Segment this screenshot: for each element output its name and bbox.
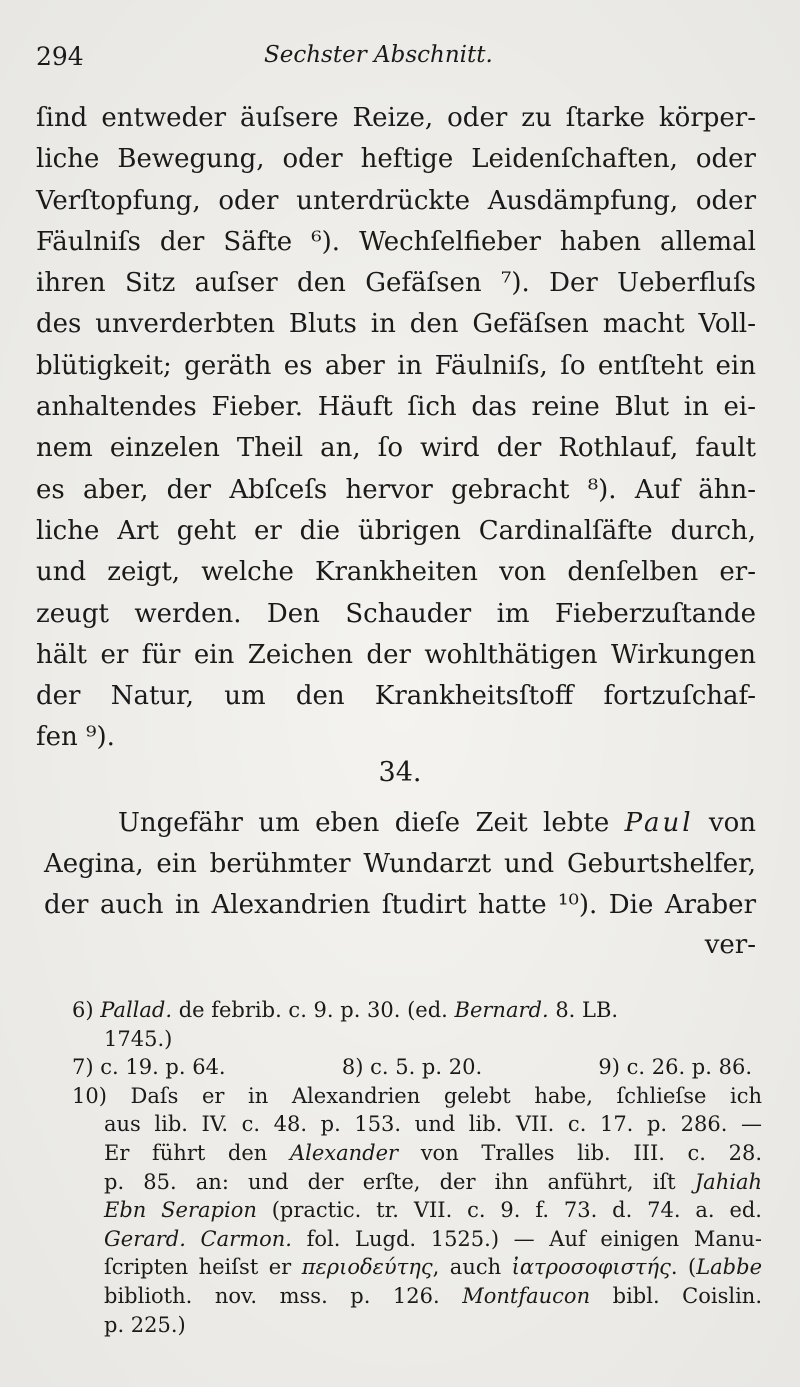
paragraph-2 xyxy=(44,803,756,926)
footnote-10-line xyxy=(72,1196,762,1225)
footnote-10-line xyxy=(72,1139,762,1168)
section-number: 34. xyxy=(378,757,422,788)
footnotes xyxy=(72,996,762,1339)
text-run: ſcripten heiſst er xyxy=(104,1255,302,1280)
text-line: des unverderbten Bluts in den Gefäſsen macht Voll- xyxy=(36,309,756,340)
text-run: p. 85. an: und der erſte, der ihn anführt, iſt xyxy=(104,1169,695,1194)
text-line: Fäulniſs der Säfte ⁶). Wechſelfieber haben allemal xyxy=(36,226,756,257)
footnote-10: 10) Daſs er in Alexandrien gelebt habe, ſchlieſse ich xyxy=(72,1083,762,1108)
text-run: Ungefähr um eben dieſe Zeit lebte xyxy=(118,808,625,838)
text-line: ihren Sitz auſser den Gefäſsen ⁷). Der Ueberfluſs xyxy=(36,268,756,299)
paragraph-1 xyxy=(36,98,756,759)
footnote-6-cont: 1745.) xyxy=(104,1026,173,1051)
person-name: Alexander xyxy=(289,1140,399,1165)
text-line: Verſtopfung, oder unterdrückte Ausdämpfung, oder xyxy=(36,185,756,216)
text-run: Er führt den xyxy=(104,1140,290,1165)
text-line: der auch in Alexandrien ſtudirt hatte ¹⁰). Die Araber xyxy=(44,890,756,920)
greek-term: περιοδεύτης xyxy=(301,1255,433,1280)
catchword: ver- xyxy=(704,930,756,960)
text-run: bibl. Coislin. xyxy=(590,1283,762,1308)
person-name: Paul xyxy=(624,808,694,838)
text-run: , auch xyxy=(432,1255,512,1280)
text-line: nem einzelen Theil an, ſo wird der Rothlauf, fault xyxy=(36,433,756,464)
footnote-10-line: aus lib. IV. c. 48. p. 153. und lib. VII. c. 17. p. 286. — xyxy=(104,1112,762,1137)
page-number: 294 xyxy=(36,42,84,71)
text-run: 8. LB. xyxy=(548,998,619,1022)
footnote-8: 8) c. 5. p. 20. xyxy=(341,1055,483,1080)
editor-name: Bernard. xyxy=(454,998,549,1022)
greek-term: ἰατροσοφιστής xyxy=(511,1255,671,1280)
text-line: ſind entweder äuſsere Reize, oder zu ſtarke körper- xyxy=(36,103,756,133)
footnotes-7-9 xyxy=(72,1053,752,1082)
footnote-10-line: p. 225.) xyxy=(104,1312,186,1337)
footnote-10-line xyxy=(72,1253,762,1282)
person-name: Jahiah xyxy=(694,1169,762,1194)
page-header xyxy=(36,38,760,78)
text-run: (practic. tr. VII. c. 9. f. 73. d. 74. a. ed. xyxy=(256,1198,762,1223)
text-line: Aegina, ein berühmter Wundarzt und Geburtshelfer, xyxy=(44,849,756,879)
text-run: . ( xyxy=(670,1255,697,1280)
text-run: de febrib. c. 9. p. 30. (ed. xyxy=(172,998,455,1022)
footnote-7: 7) c. 19. p. 64. xyxy=(72,1055,226,1080)
author-name: Pallad. xyxy=(100,998,173,1022)
text-line: der Natur, um den Krankheitsſtoff fortzuſchaf- xyxy=(36,681,756,712)
text-line: fen ⁹). xyxy=(36,722,115,753)
footnote-6 xyxy=(72,996,762,1025)
text-run: 6) xyxy=(72,998,101,1022)
footnote-10-line xyxy=(72,1225,762,1254)
text-run: fol. Lugd. 1525.) — Auf einigen Manu- xyxy=(291,1226,762,1251)
text-line: blütigkeit; geräth es aber in Fäulniſs, ſo entſteht ein xyxy=(36,350,756,381)
text-line: liche Bewegung, oder heftige Leidenſchaften, oder xyxy=(36,144,756,175)
text-line: und zeigt, welche Krankheiten von denſelben er- xyxy=(36,557,756,588)
text-run: biblioth. nov. mss. p. 126. xyxy=(104,1283,463,1308)
person-name: Labbe xyxy=(696,1255,762,1280)
text-line: hält er für ein Zeichen der wohlthätigen Wirkungen xyxy=(36,639,756,670)
text-run: von xyxy=(693,808,756,838)
footnote-10-line xyxy=(72,1168,762,1197)
text-line: es aber, der Abſceſs hervor gebracht ⁸). Auf ähn- xyxy=(36,474,756,505)
text-line: anhaltendes Fieber. Häuft ſich das reine Blut in ei- xyxy=(36,392,756,423)
editor-name: Gerard. Carmon. xyxy=(104,1226,292,1251)
text-line: liche Art geht er die übrigen Cardinalſäfte durch, xyxy=(36,515,756,546)
footnote-10-line xyxy=(72,1282,762,1311)
person-name: Ebn Serapion xyxy=(104,1198,257,1223)
text-run: von Tralles lib. III. c. 28. xyxy=(398,1140,763,1165)
footnote-9: 9) c. 26. p. 86. xyxy=(598,1055,752,1080)
running-title: Sechster Abschnitt. xyxy=(264,42,493,68)
person-name: Montfaucon xyxy=(462,1283,591,1308)
text-line: zeugt werden. Den Schauder im Fieberzuſtande xyxy=(36,598,756,629)
text-line xyxy=(44,803,756,844)
